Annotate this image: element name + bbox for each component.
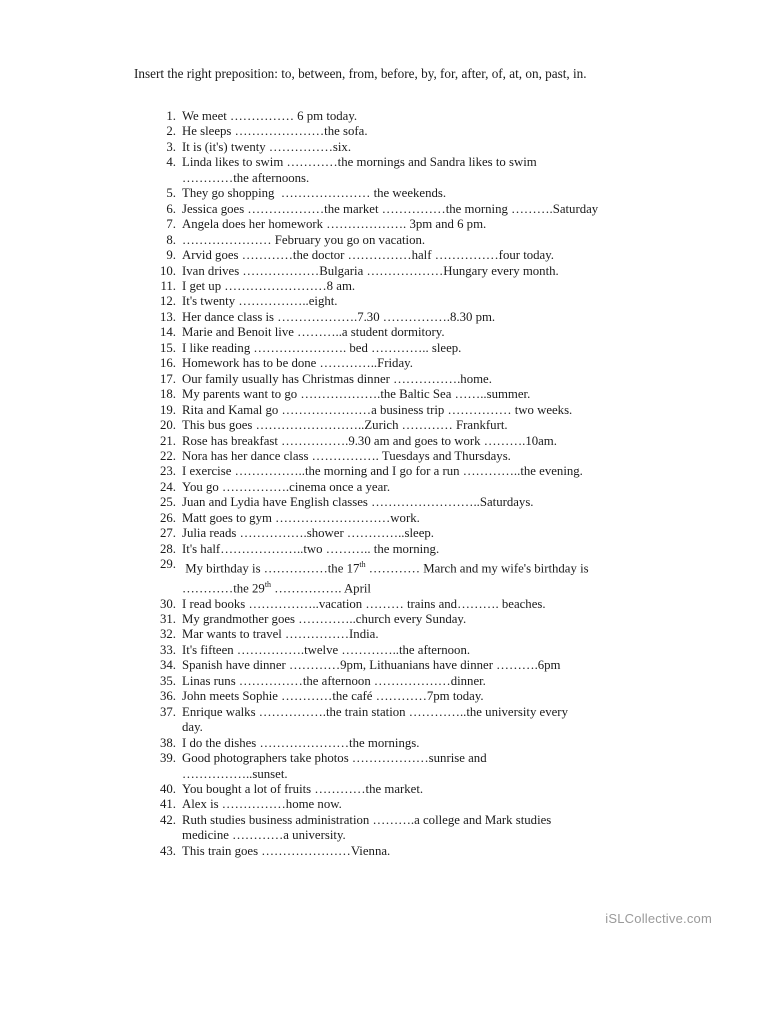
exercise-sentence: My grandmother goes …………..church every Sunday.	[182, 612, 467, 627]
exercise-sentence: Rose has breakfast …………….9.30 am and goes to work ……….10am.	[182, 433, 557, 448]
exercise-number: 28.	[160, 541, 176, 556]
exercise-item	[150, 813, 620, 844]
exercise-number: 30.	[160, 596, 176, 611]
exercise-number: 37.	[160, 704, 176, 719]
exercise-item	[150, 310, 620, 325]
exercise-number: 8.	[166, 232, 176, 247]
exercise-item	[150, 658, 620, 673]
exercise-sentence: I exercise ……………..the morning and I go for a run …………..the evening.	[182, 464, 583, 479]
exercise-number: 43.	[160, 843, 176, 858]
exercise-sentence: Homework has to be done …………..Friday.	[182, 356, 413, 371]
exercise-sentence: Her dance class is ……………….7.30 …………….8.30 pm.	[182, 309, 496, 324]
exercise-number: 2.	[166, 124, 176, 139]
exercise-number: 15.	[160, 340, 176, 355]
exercise-item	[150, 797, 620, 812]
exercise-item	[150, 155, 620, 186]
exercise-item	[150, 233, 620, 248]
exercise-sentence: Linas runs ……………the afternoon ………………dinner.	[182, 673, 486, 688]
exercise-sentence: I like reading …………………. bed ………….. sleep.	[182, 340, 462, 355]
exercise-number: 42.	[160, 812, 176, 827]
exercise-number: 40.	[160, 782, 176, 797]
exercise-item	[150, 689, 620, 704]
exercise-number: 38.	[160, 735, 176, 750]
exercise-sentence: Good photographers take photos ………………sunrise and ……………..sunset.	[182, 751, 487, 781]
exercise-sentence: ………………… February you go on vacation.	[182, 232, 426, 247]
exercise-sentence: Ivan drives ………………Bulgaria ………………Hungary every month.	[182, 263, 559, 278]
exercise-number: 25.	[160, 495, 176, 510]
exercise-sentence: This bus goes ……………………..Zurich ………… Frankfurt.	[182, 418, 508, 433]
exercise-sentence: My parents want to go ……………….the Baltic Sea ……..summer.	[182, 387, 531, 402]
exercise-item	[150, 202, 620, 217]
exercise-sentence: It's half………………..two ……….. the morning.	[182, 541, 440, 556]
exercise-item	[150, 674, 620, 689]
exercise-item	[150, 597, 620, 612]
exercise-item	[150, 464, 620, 479]
exercise-item	[150, 526, 620, 541]
exercise-item	[150, 751, 620, 782]
exercise-number: 20.	[160, 418, 176, 433]
exercise-number: 22.	[160, 448, 176, 463]
exercise-number: 34.	[160, 658, 176, 673]
exercise-item	[150, 124, 620, 139]
exercise-list	[150, 109, 620, 859]
exercise-sentence: Matt goes to gym ………………………work.	[182, 510, 420, 525]
exercise-sentence: It's fifteen …………….twelve …………..the afternoon.	[182, 642, 471, 657]
exercise-item	[150, 109, 620, 124]
exercise-sentence: Spanish have dinner …………9pm, Lithuanians have dinner ……….6pm	[182, 658, 561, 673]
exercise-number: 36.	[160, 689, 176, 704]
exercise-sentence: They go shopping ………………… the weekends.	[182, 186, 447, 201]
exercise-item	[150, 186, 620, 201]
exercise-item	[150, 372, 620, 387]
exercise-number: 19.	[160, 402, 176, 417]
exercise-sentence: Alex is ……………home now.	[182, 797, 342, 812]
exercise-item	[150, 279, 620, 294]
exercise-sentence: It is (it's) twenty ……………six.	[182, 139, 352, 154]
exercise-item	[150, 403, 620, 418]
exercise-sentence: Julia reads …………….shower …………..sleep.	[182, 526, 434, 541]
exercise-sentence: Arvid goes …………the doctor ……………half ……………four today.	[182, 248, 555, 263]
exercise-number: 7.	[166, 217, 176, 232]
exercise-sentence: Jessica goes ………………the market ……………the morning ……….Saturday	[182, 201, 599, 216]
exercise-item	[150, 294, 620, 309]
exercise-item	[150, 264, 620, 279]
exercise-sentence: Enrique walks …………….the train station …………..the university every day.	[182, 704, 568, 735]
exercise-item	[150, 248, 620, 263]
exercise-sentence: He sleeps …………………the sofa.	[182, 124, 368, 139]
watermark: iSLCollective.com	[605, 911, 712, 926]
exercise-sentence: Nora has her dance class ……………. Tuesdays and Thursdays.	[182, 448, 511, 463]
exercise-number: 10.	[160, 263, 176, 278]
exercise-item	[150, 557, 620, 596]
exercise-item	[150, 643, 620, 658]
exercise-number: 11.	[160, 278, 176, 293]
exercise-sentence: Mar wants to travel ……………India.	[182, 627, 379, 642]
exercise-item	[150, 217, 620, 232]
exercise-item	[150, 627, 620, 642]
exercise-sentence: This train goes …………………Vienna.	[182, 843, 391, 858]
exercise-item	[150, 341, 620, 356]
exercise-sentence: Our family usually has Christmas dinner …………….home.	[182, 371, 492, 386]
exercise-number: 6.	[166, 201, 176, 216]
exercise-item	[150, 542, 620, 557]
exercise-number: 18.	[160, 387, 176, 402]
exercise-number: 13.	[160, 309, 176, 324]
exercise-sentence: Ruth studies business administration ……….a college and Mark studies medicine …………a university.	[182, 812, 552, 843]
exercise-item	[150, 387, 620, 402]
exercise-sentence: Rita and Kamal go …………………a business trip …………… two weeks.	[182, 402, 573, 417]
exercise-item	[150, 705, 620, 736]
exercise-number: 31.	[160, 612, 176, 627]
exercise-number: 33.	[160, 642, 176, 657]
exercise-sentence: My birthday is ……………the 17th ………… March and my wife's birthday is …………the 29th ……………. April	[182, 560, 589, 596]
exercise-sentence: Angela does her homework ………………. 3pm and 6 pm.	[182, 217, 487, 232]
exercise-sentence: You go …………….cinema once a year.	[182, 479, 391, 494]
exercise-sentence: Juan and Lydia have English classes ……………………..Saturdays.	[182, 495, 534, 510]
exercise-number: 24.	[160, 479, 176, 494]
exercise-item	[150, 140, 620, 155]
exercise-sentence: It's twenty ……………..eight.	[182, 294, 338, 309]
exercise-number: 27.	[160, 526, 176, 541]
exercise-item	[150, 782, 620, 797]
instructions: Insert the right preposition: to, between, from, before, by, for, after, of, at, on, past, in.	[134, 66, 587, 81]
exercise-sentence: I get up ……………………8 am.	[182, 278, 356, 293]
exercise-item	[150, 434, 620, 449]
exercise-sentence: Linda likes to swim …………the mornings and Sandra likes to swim …………the afternoons.	[182, 155, 537, 185]
exercise-sentence: Marie and Benoit live ………..a student dormitory.	[182, 325, 445, 340]
exercise-item	[150, 449, 620, 464]
exercise-item	[150, 495, 620, 510]
exercise-number: 17.	[160, 371, 176, 386]
exercise-item	[150, 612, 620, 627]
exercise-number: 35.	[160, 673, 176, 688]
exercise-number: 16.	[160, 356, 176, 371]
exercise-sentence: You bought a lot of fruits …………the market.	[182, 782, 424, 797]
exercise-item	[150, 356, 620, 371]
exercise-number: 39.	[160, 751, 176, 766]
exercise-sentence: John meets Sophie …………the café …………7pm today.	[182, 689, 484, 704]
exercise-item	[150, 736, 620, 751]
exercise-item	[150, 418, 620, 433]
exercise-number: 41.	[160, 797, 176, 812]
exercise-item	[150, 325, 620, 340]
exercise-item	[150, 511, 620, 526]
exercise-sentence: I read books ……………..vacation ……… trains and………. beaches.	[182, 596, 546, 611]
exercise-item	[150, 480, 620, 495]
exercise-number: 32.	[160, 627, 176, 642]
exercise-sentence: I do the dishes …………………the mornings.	[182, 735, 420, 750]
exercise-number: 21.	[160, 433, 176, 448]
exercise-number: 9.	[166, 248, 176, 263]
exercise-item	[150, 844, 620, 859]
exercise-number: 4.	[166, 155, 176, 170]
exercise-number: 26.	[160, 510, 176, 525]
exercise-number: 23.	[160, 464, 176, 479]
exercise-sentence: We meet …………… 6 pm today.	[182, 109, 358, 123]
exercise-number: 14.	[160, 325, 176, 340]
exercise-number: 12.	[160, 294, 176, 309]
exercise-number: 5.	[166, 186, 176, 201]
exercise-number: 29.	[160, 557, 176, 572]
exercise-number: 3.	[166, 139, 176, 154]
exercise-number: 1.	[166, 109, 176, 123]
